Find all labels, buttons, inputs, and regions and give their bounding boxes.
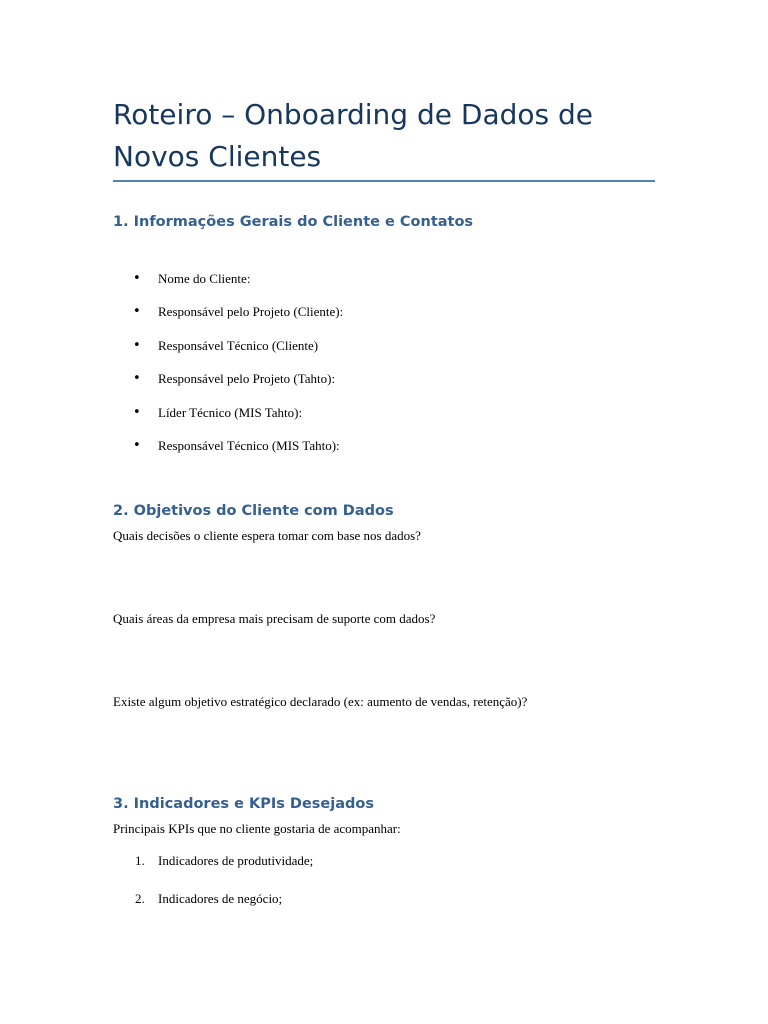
section-1-heading: 1. Informações Gerais do Cliente e Contatos [113,214,474,230]
list-item-number: 2. [135,891,145,906]
kpi-intro-text: Principais KPIs que no cliente gostaria de acompanhar: [113,821,401,836]
bullet-icon: • [133,271,141,286]
list-item-text: Responsável Técnico (MIS Tahto): [158,437,340,453]
document-title: Roteiro – Onboarding de Dados de Novos Clientes [113,98,593,173]
bullet-icon: • [133,404,141,420]
list-item-text: Indicadores de negócio; [158,891,283,906]
question-areas: Quais áreas da empresa mais precisam de suporte com dados? [113,611,436,626]
list-item-text: Indicadores de produtividade; [158,853,314,868]
bullet-icon: • [133,371,141,387]
list-item-text: Líder Técnico (MIS Tahto): [158,404,303,420]
list-item-text: Responsável pelo Projeto (Tahto): [158,371,336,387]
question-strategic-goal: Existe algum objetivo estratégico declarado (ex: aumento de vendas, retenção)? [113,694,528,709]
bullet-icon: • [133,437,141,453]
list-item-number: 1. [135,853,145,868]
section-3-heading: 3. Indicadores e KPIs Desejados [113,796,374,812]
bullet-icon: • [133,304,141,320]
list-item-text: Responsável Técnico (Cliente) [158,337,319,353]
section-2-heading: 2. Objetivos do Cliente com Dados [113,503,394,519]
list-item-text: Responsável pelo Projeto (Cliente): [158,304,344,320]
list-item-text: Nome do Cliente: [158,271,251,286]
title-divider [113,180,655,182]
question-decisions: Quais decisões o cliente espera tomar com base nos dados? [113,528,421,543]
bullet-icon: • [133,337,141,353]
